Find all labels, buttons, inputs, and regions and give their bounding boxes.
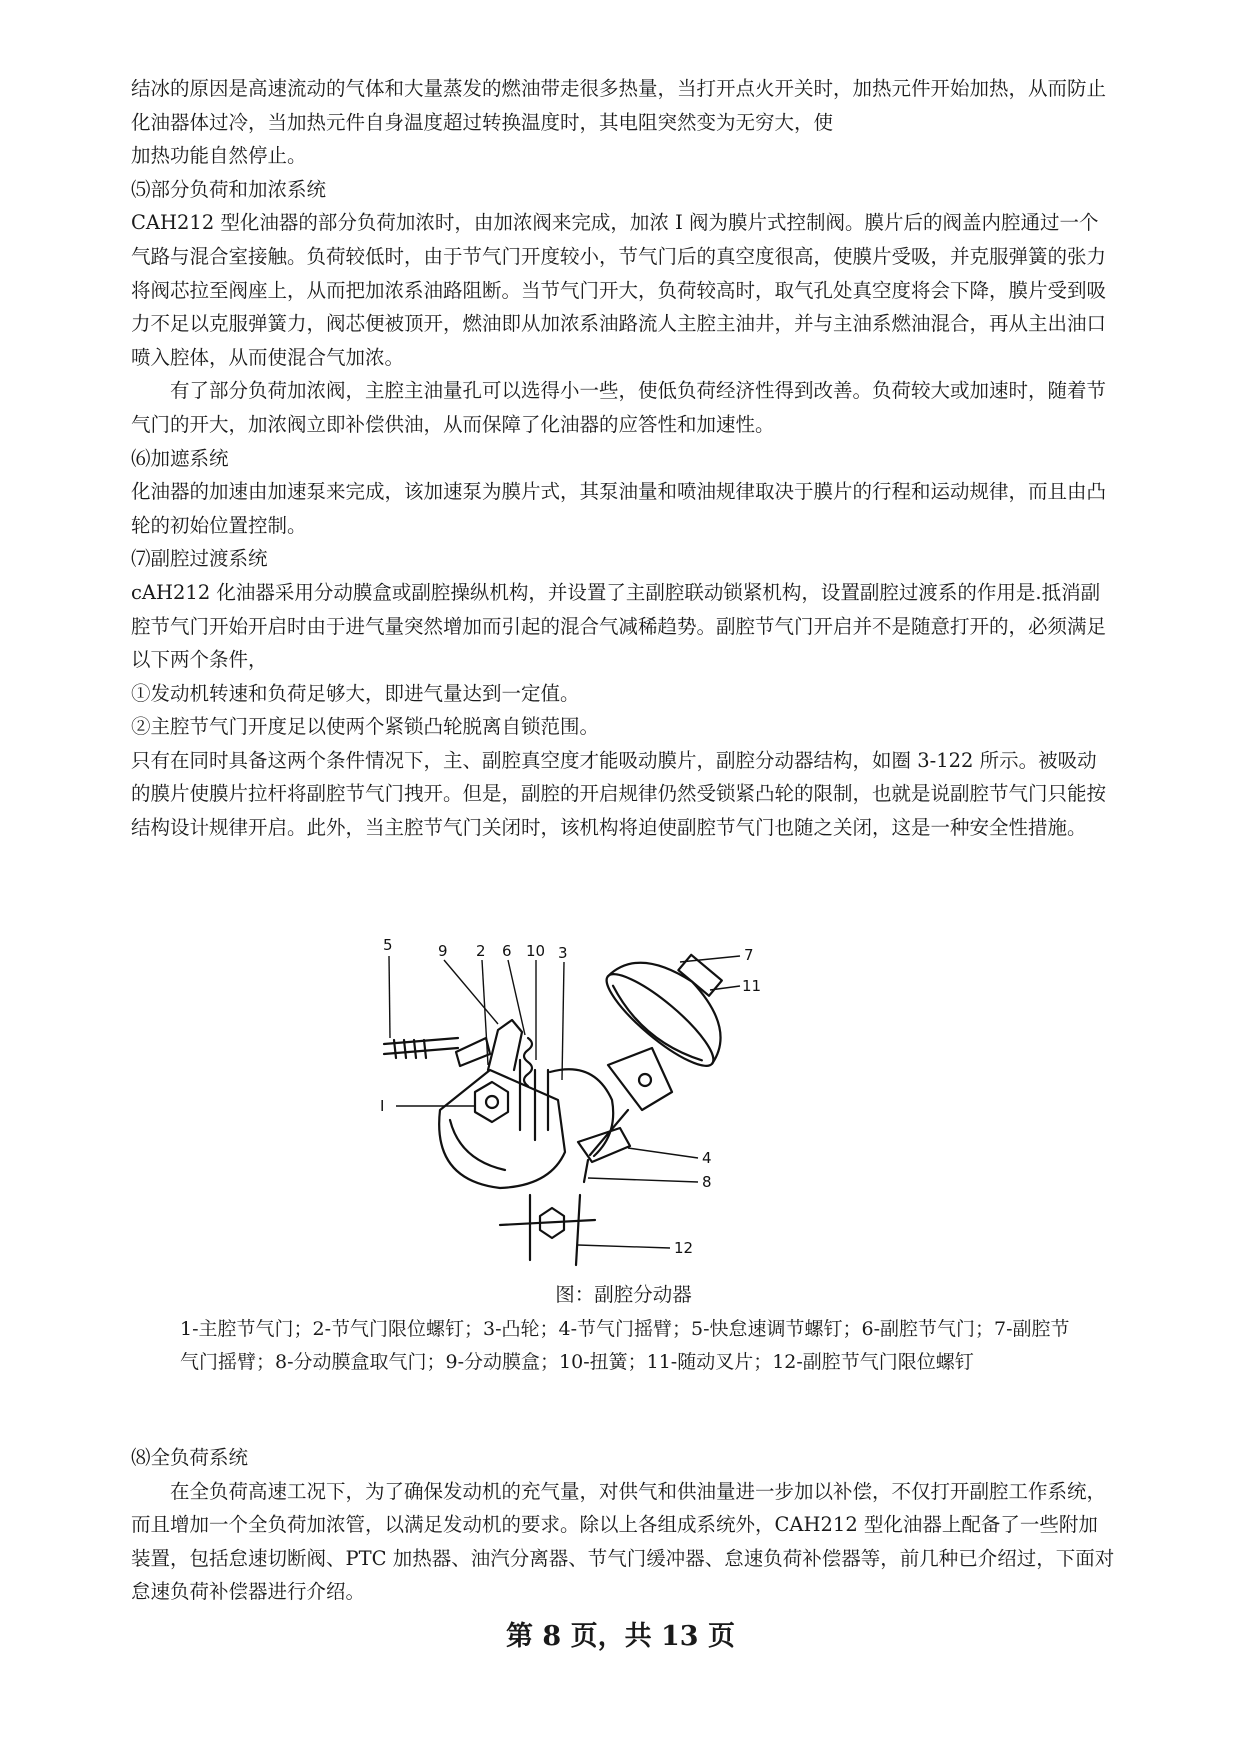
secondary-actuator-figure xyxy=(380,920,780,1270)
condition-one: ①发动机转速和负荷足够大，即进气量达到一定值。 xyxy=(131,681,580,705)
figure-label-3: 3 xyxy=(558,944,568,962)
figure-label-11: 11 xyxy=(742,977,762,995)
figure-label-5: 5 xyxy=(383,936,393,954)
heading-partial-load: ⑸部分负荷和加浓系统 xyxy=(131,177,327,201)
figure-label-10: 10 xyxy=(526,942,546,960)
paragraph-partial-load: CAH212 型化油器的部分负荷加浓时，由加浓阀来完成，加浓 I 阀为膜片式控制阀。膜片后的阀盖内腔通过一个气路与混合室接触。负荷较低时，由于节气门开度较小，节气门后的真空度很高，使膜片受吸，并克服弹簧的张力将阀芯拉至阀座上，从而把加浓系油路阻断。当节气门开大，负荷较高时，取气孔处真空度将会下降，膜片受到吸力不足以克服弹簧力，阀芯便被顶开，燃油即从加浓系油路流人主腔主油井，并与主油系燃油混合，再从主出油口喷入腔体，从而使混合气加浓。 xyxy=(131,211,1107,369)
top-text xyxy=(131,72,1116,845)
paragraph-full-load: 在全负荷高速工况下，为了确保发动机的充气量，对供气和供油量进一步加以补偿，不仅打开副腔工作系统，而且增加一个全负荷加浓管，以满足发动机的要求。除以上各组成系统外，CAH212 型化油器上配备了一些附加装置，包括怠速切断阀、PTC 加热器、油汽分离器、节气门缓冲器、怠速负荷补偿器等，前几种已介绍过，下面对怠速负荷补偿器进行介绍。 xyxy=(131,1479,1115,1604)
paragraph-secondary-transition: cAH212 化油器采用分动膜盒或副腔操纵机构，并设置了主副腔联动锁紧机构，设置副腔过渡系的作用是.抵消副腔节气门开始开启时由于进气量突然增加而引起的混合气减稀趋势。副腔节气门开启并不是随意打开的，必须满足以下两个条件， xyxy=(131,580,1107,672)
figure-label-7: 7 xyxy=(744,946,754,964)
figure-label-6: 6 xyxy=(502,942,512,960)
figure-label-4: 4 xyxy=(702,1149,712,1167)
paragraph-enrichment-valve: 有了部分负荷加浓阀，主腔主油量孔可以选得小一些，使低负荷经济性得到改善。负荷较大或加速时，随着节气门的开大，加浓阀立即补偿供油，从而保障了化油器的应答性和加速性。 xyxy=(131,379,1107,436)
paragraph-diaphragm: 只有在同时具备这两个条件情况下，主、副腔真空度才能吸动膜片，副腔分动器结构，如圈 3-122 所示。被吸动的膜片使膜片拉杆将副腔节气门拽开。但是，副腔的开启规律仍然受锁紧凸轮的限制，也就是说副腔节气门只能按结构设计规律开启。此外，当主腔节气门关闭时，该机构将迫使副腔节气门也随之关闭，这是一种安全性措施。 xyxy=(131,748,1107,840)
figure-labels xyxy=(380,936,761,1257)
figure-caption: 图：副腔分动器 xyxy=(555,1283,692,1306)
figure-label-12: 12 xyxy=(674,1239,694,1257)
figure-label-2: 2 xyxy=(476,942,486,960)
figure-legend: 1-主腔节气门；2-节气门限位螺钉；3-凸轮；4-节气门摇臂；5-快怠速调节螺钉；6-副腔节气门；7-副腔节气门摇臂；8-分动膜盒取气门；9-分动膜盒；10-扭簧；11-随动叉片；12-副腔节气门限位螺钉 xyxy=(180,1318,1070,1373)
paragraph-heating-stop: 加热功能自然停止。 xyxy=(131,144,307,168)
condition-two: ②主腔节气门开度足以使两个紧锁凸轮脱离自锁范围。 xyxy=(131,715,600,739)
bottom-text xyxy=(131,1441,1116,1609)
page-number: 第 8 页，共 13 页 xyxy=(506,1621,735,1652)
figure-label-8: 8 xyxy=(702,1173,712,1191)
figure-label-9: 9 xyxy=(438,942,448,960)
heading-acceleration: ⑹加遮系统 xyxy=(131,446,229,470)
heading-secondary-transition: ⑺副腔过渡系统 xyxy=(131,547,268,571)
paragraph-icing: 结冰的原因是高速流动的气体和大量蒸发的燃油带走很多热量，当打开点火开关时，加热元件开始加热，从而防止化油器体过冷，当加热元件自身温度超过转换温度时，其电阻突然变为无穷大，使 xyxy=(131,77,1107,134)
paragraph-acceleration: 化油器的加速由加速泵来完成，该加速泵为膜片式，其泵油量和喷油规律取决于膜片的行程和运动规律，而且由凸轮的初始位置控制。 xyxy=(131,480,1107,537)
secondary-actuator-diagram xyxy=(380,920,780,1270)
heading-full-load: ⑻全负荷系统 xyxy=(131,1446,249,1469)
figure-label-1: I xyxy=(380,1097,385,1115)
